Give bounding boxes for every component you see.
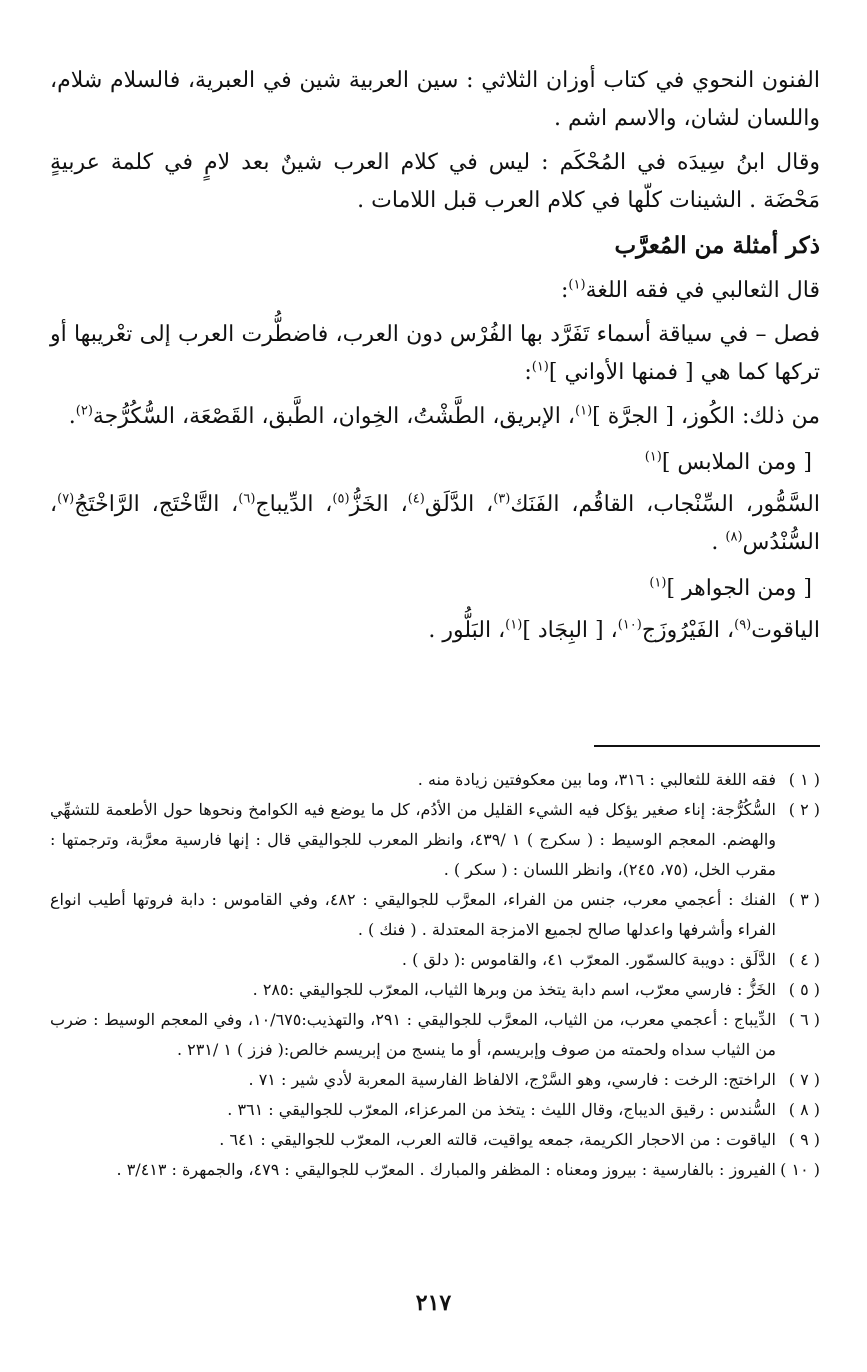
clothes-item: ، السُّنْدُس [50, 492, 820, 555]
clothes-paragraph [50, 486, 820, 562]
footnote-separator [594, 745, 820, 747]
footnote [50, 885, 820, 945]
footnote-text: الياقوت : من الاحجار الكريمة، جمعه يواقيت، قالته العرب، المعرّب للجواليقي : ٦٤١ . [219, 1130, 776, 1149]
footnote [50, 765, 820, 795]
vessels-middle: ، الإبريق، الطَّشْتُ، الخِوان، الطَّبق، القَصْعَة، السُّكُرُّجة [92, 404, 575, 429]
clothes-item: ، الدَّلَق [424, 492, 494, 517]
footnote [50, 1065, 820, 1095]
footnote-number: ( ١ ) [788, 770, 820, 789]
vessels-end: . [68, 404, 76, 429]
footnote-number: ( ٦ ) [788, 1010, 820, 1029]
footnote-ref: (١) [568, 277, 586, 293]
section-heading: ذكر أمثلة من المُعرَّب [614, 232, 820, 259]
paragraph: وقال ابنُ سِيدَه في المُحْكَم : ليس في كلام العرب شينٌ بعد لامٍ في كلمة عربيةٍ مَحْضَة . الشينات كلّها في كلام العرب قبل اللامات . [50, 150, 820, 213]
body-text [50, 62, 820, 650]
footnote-ref: (١) [649, 575, 667, 591]
footnote-text: السُّندس : رقيق الديباج، وقال الليث : يتخذ من المرعزاء، المعرّب للجواليقي : ٣٦١ . [227, 1100, 776, 1119]
footnote-text: السُّكُرُّجة: إناء صغير يؤكل فيه الشيء القليل من الأدُم، كل ما يوضع فيه الكوامخ ونحوها حول الأطعمة للتشهِّي والهضم. المعجم الوسيط : ( سكرج ) ١ /٤٣٩، وانظر المعرب للجواليقي قال : إنها فارسية معرَّبة، وترجمتها : مقرب الخل، (٧٥، ٢٤٥)، وانظر اللسان : ( سكر ) . [50, 800, 776, 879]
footnote-ref: (٢) [75, 403, 93, 419]
footnote-ref: (١) [575, 403, 593, 419]
footnote-ref: (٣) [493, 491, 511, 507]
footnote-ref: (٧) [57, 491, 75, 507]
footnote-ref: (١٠) [617, 617, 642, 633]
footnote-text: الدَّلَق : دويبة كالسمّور. المعرّب ٤١، والقاموس :( دلق ) . [401, 950, 776, 969]
clothes-item: السَّمُّور، السِّنْجاب، القاقُم، الفَنَك [510, 492, 821, 517]
footnote [50, 945, 820, 975]
footnote [50, 1095, 820, 1125]
footnote-number: ( ٩ ) [788, 1130, 820, 1149]
footnote-text: الفيروز : بالفارسية : بيروز ومعناه : المظفر والمبارك . المعرّب للجواليقي : ٤٧٩، والجمهرة : ٣/٤١٣ . [116, 1160, 776, 1179]
footnote-number: ( ٨ ) [788, 1100, 820, 1119]
footnote-number: ( ٣ ) [788, 890, 820, 909]
footnote-ref: (٨) [725, 529, 743, 545]
main-text [50, 62, 820, 656]
footnote-text: الراختج: الرخت : فارسي، وهو السَّرْج، الالفاظ الفارسية المعربة لأدي شير : ٧١ . [248, 1070, 776, 1089]
jewels-paragraph [50, 612, 820, 650]
footnote-text: الدِّيباج : أعجمي معرب، من الثياب، المعرَّب للجواليقي : ٢٩١، والتهذيب:١٠/٦٧٥، وفي المعجم الوسيط : ضرب من الثياب سداه ولحمته من صوف وإبريسم، أو ما ينسج من إبريسم خالص:( فزز ) ١ /٢٣١ . [50, 1010, 777, 1059]
jewels-item: الياقوت [751, 618, 820, 643]
clothes-item: . [711, 530, 726, 555]
jewels-label [50, 570, 820, 608]
clothes-item: ، الخَزُّ [349, 492, 408, 517]
footnote-ref: (١) [531, 359, 549, 375]
section-text: فصل – في سياقة أسماء تَفَرَّد بها الفُرْس دون العرب، فاضطُّرت العرب إلى تعْريبها أو تركها كما هي [ فمنها الأواني ] [50, 322, 820, 385]
page-number: ٢١٧ [415, 1290, 452, 1316]
section-end: : [524, 360, 532, 385]
jewels-item: ، [ البِجَاد ] [522, 618, 618, 643]
footnote-ref: (١) [644, 449, 662, 465]
paragraph: الفنون النحوي في كتاب أوزان الثلاثي : سين العربية شين في العبرية، فالسلام شلام، واللسان لشان، والاسم اشم . [50, 68, 820, 131]
footnote-ref: (٦) [238, 491, 256, 507]
footnote [50, 1155, 820, 1185]
intro-line [50, 272, 820, 310]
footnote [50, 975, 820, 1005]
footnote-number: ( ٤ ) [788, 950, 820, 969]
footnote-text: الفنك : أعجمي معرب، جنس من الفراء، المعرَّب للجواليقي : ٤٨٢، وفي القاموس : دابة فروتها أطيب انواع الفراء وأشرفها واعدلها صالح لجميع الامزجة المعتدلة . ( فنك ) . [50, 890, 777, 939]
clothes-label [50, 444, 820, 482]
intro-end: : [561, 278, 569, 303]
footnote-text: الخَزُّ : فارسي معرّب، اسم دابة يتخذ من وبرها الثياب، المعرّب للجواليقي :٢٨٥ . [252, 980, 776, 999]
section-paragraph [50, 316, 820, 392]
footnote-ref: (٥) [332, 491, 350, 507]
footnote [50, 1005, 820, 1065]
clothes-item: ، الدِّيباج [255, 492, 333, 517]
footnote-number: ( ٥ ) [788, 980, 820, 999]
footnote-ref: (١) [505, 617, 523, 633]
footnote-number: ( ١٠ ) [780, 1160, 820, 1179]
clothes-item: ، التَّاخْتَج، الرَّاخْتَجُ [74, 492, 239, 517]
jewels-item: ، الفَيْرُوزَج [641, 618, 735, 643]
footnotes [50, 765, 820, 1185]
jewels-item: ، البَلُّور . [428, 618, 506, 643]
clothes-label-text: [ ومن الملابس ] [661, 450, 812, 475]
footnote [50, 1125, 820, 1155]
footnote-number: ( ٢ ) [788, 800, 820, 819]
vessels-paragraph [50, 398, 820, 436]
footnote-ref: (٩) [734, 617, 752, 633]
footnote-text: فقه اللغة للثعالبي : ٣١٦، وما بين معكوفتين زيادة منه . [417, 770, 776, 789]
jewels-label-text: [ ومن الجواهر ] [666, 576, 812, 601]
intro-text: قال الثعالبي في فقه اللغة [585, 278, 820, 303]
vessels-start: من ذلك: الكُوز، [ الجرَّة ] [592, 404, 820, 429]
footnote-number: ( ٧ ) [788, 1070, 820, 1089]
footnote-ref: (٤) [407, 491, 425, 507]
footnote [50, 795, 820, 885]
